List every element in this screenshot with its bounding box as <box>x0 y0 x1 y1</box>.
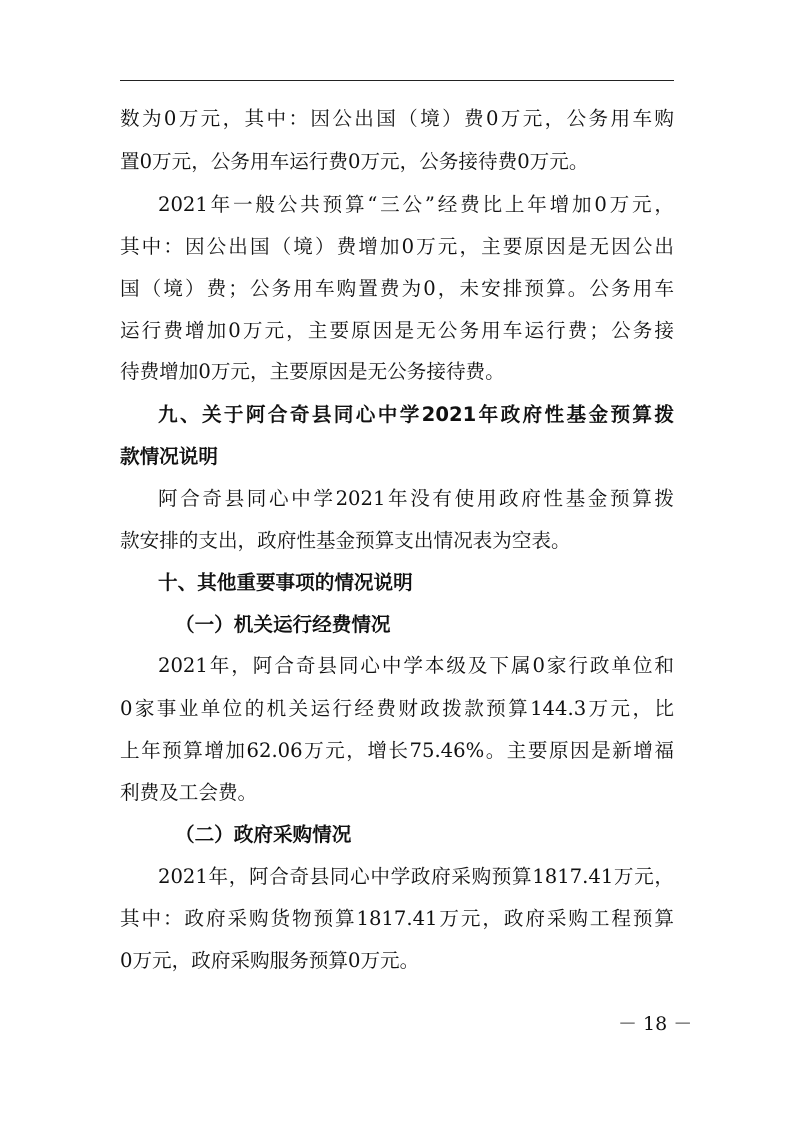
body-text-line: 其中：因公出国（境）费增加0万元，主要原因是无因公出 <box>120 235 674 258</box>
body-text-line: 利费及工会费。 <box>120 781 258 804</box>
section-heading: 十、其他重要事项的情况说明 <box>158 571 413 594</box>
header-rule <box>120 80 674 81</box>
body-text-line: 0万元，政府采购服务预算0万元。 <box>120 949 420 972</box>
body-text-line: 运行费增加0万元，主要原因是无公务用车运行费；公务接 <box>120 319 674 342</box>
body-text-line: 2021年，阿合奇县同心中学政府采购预算1817.41万元， <box>158 865 674 888</box>
body-text-line: 阿合奇县同心中学2021年没有使用政府性基金预算拨 <box>158 487 674 510</box>
body-text-line: 上年预算增加62.06万元，增长75.46%。主要原因是新增福 <box>120 739 674 762</box>
body-text-line: 2021年，阿合奇县同心中学本级及下属0家行政单位和 <box>158 654 674 677</box>
body-text-line: 待费增加0万元，主要原因是无公务接待费。 <box>120 360 505 383</box>
section-heading: 九、关于阿合奇县同心中学2021年政府性基金预算拨 <box>158 403 674 426</box>
subsection-heading: （一）机关运行经费情况 <box>175 613 391 636</box>
body-text-line: 数为0万元，其中：因公出国（境）费0万元，公务用车购 <box>120 107 674 130</box>
body-text-line: 2021年一般公共预算“三公”经费比上年增加0万元， <box>158 193 674 216</box>
body-text-line: 0家事业单位的机关运行经费财政拨款预算144.3万元，比 <box>120 697 674 720</box>
section-heading: 款情况说明 <box>120 445 218 468</box>
body-text-line: 国（境）费；公务用车购置费为0，未安排预算。公务用车 <box>120 277 674 300</box>
subsection-heading: （二）政府采购情况 <box>175 823 352 846</box>
body-text-line: 款安排的支出，政府性基金预算支出情况表为空表。 <box>120 529 571 552</box>
page-number: － 18 － <box>618 1013 693 1035</box>
body-text-line: 其中：政府采购货物预算1817.41万元，政府采购工程预算 <box>120 907 674 930</box>
body-text-line: 置0万元，公务用车运行费0万元，公务接待费0万元。 <box>120 150 589 173</box>
